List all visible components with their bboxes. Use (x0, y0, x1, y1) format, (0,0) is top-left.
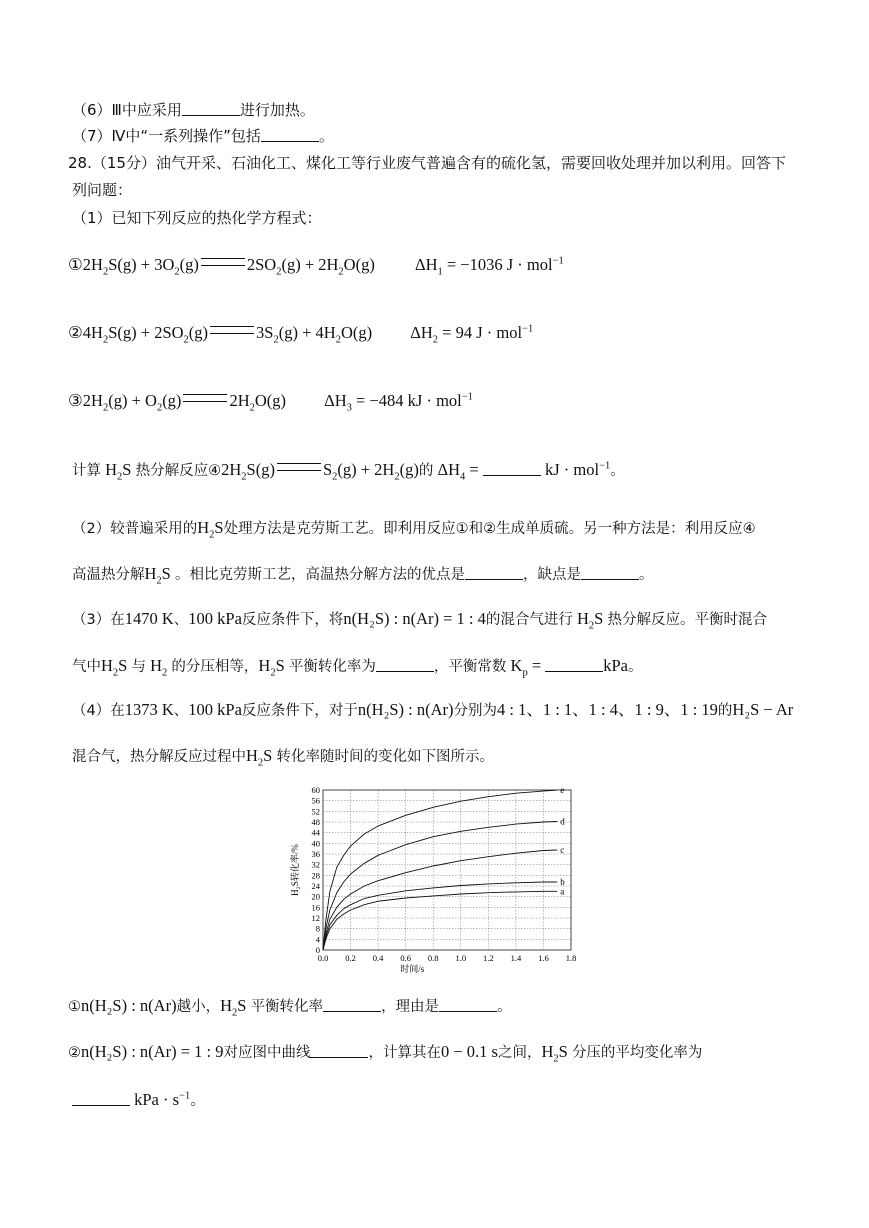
q28-intro-text1: 28.（15分）油气开采、石油化工、煤化工等行业废气普遍含有的硫化氢，需要回收处理并加以利用。回答下 (68, 154, 786, 172)
calc-dh4-line: 计算 $H_2S$ 热分解反应$④2H_2S(g) S_2(g) + 2H_2(g)$的 $\Delta H_4$ = kJ · mol$^{-1}$。 (72, 460, 625, 483)
q4-2-line: ②n(H₂S) : n(Ar) = 1 : 9对应图中曲线 ，计算其在0 − 0.1 s之间，$H_2S$ 分压的平均变化率为 (68, 1042, 703, 1065)
h2s-conversion-chart (288, 780, 588, 980)
series-label-e: e (560, 785, 565, 795)
eq3-number: ③ (68, 391, 83, 410)
q28-part1-intro (72, 208, 322, 228)
plot-frame (323, 790, 571, 950)
x-tick-label: 1.6 (538, 953, 549, 963)
trend-blank[interactable] (323, 997, 381, 1012)
equation-2: $②4H_2S(g) + 2SO_2(g) 3S_2(g) + 4H_2O(g) \Delta H_2 = 94$ J · mol$^{-1}$ (68, 323, 534, 346)
series-label-c: c (560, 845, 565, 855)
q6-prefix: （6）Ⅲ中应采用 (72, 101, 182, 119)
y-tick-label: 4 (315, 934, 320, 945)
part3-line2: 气中$H_2S$ 与 $H_2$ 的分压相等，$H_2S$ 平衡转化率为 ，平衡常数 $K_p$ = kPa。 (72, 656, 643, 679)
series-label-b: b (560, 877, 565, 887)
x-tick-label: 0.6 (400, 953, 411, 963)
conversion-blank[interactable] (376, 657, 434, 672)
part3-line1: （3）在1470 K、100 kPa反应条件下，将n(H₂S) : n(Ar) = 1 : 4的混合气进行 $H_2S$ 热分解反应。平衡时混合 (72, 609, 767, 632)
eq1-number: ① (68, 255, 83, 274)
y-tick-label: 60 (311, 785, 320, 795)
y-tick-label: 52 (311, 806, 320, 817)
q7-answer-blank[interactable] (261, 127, 319, 142)
x-tick-label: 0.4 (372, 953, 384, 963)
disadvantage-blank[interactable] (581, 565, 639, 580)
q28-intro-line2 (72, 180, 132, 200)
series-label-a: a (560, 886, 565, 897)
x-tick-label: 0.8 (427, 953, 439, 963)
series-line-a (323, 891, 557, 950)
chart-grid (323, 790, 571, 950)
eq3-enthalpy: $\Delta H_3 = -484$ kJ · mol$^{-1}$ (324, 391, 473, 414)
y-tick-label: 56 (311, 795, 320, 806)
x-axis-label: 时间/s (400, 964, 425, 974)
rate-blank[interactable] (72, 1091, 130, 1106)
part1-intro-text: （1）已知下列反应的热化学方程式： (72, 209, 322, 227)
x-tick-label: 0.2 (345, 953, 356, 963)
q6-line (72, 100, 315, 120)
curve-blank[interactable] (310, 1043, 368, 1058)
x-tick-label: 1.0 (455, 953, 467, 963)
x-tick-label: 1.4 (510, 953, 522, 963)
dh4-answer-blank[interactable] (483, 461, 541, 476)
y-tick-label: 16 (311, 902, 320, 913)
part2-line1: （2）较普遍采用的$H_2S$处理方法是克劳斯工艺。即利用反应①和②生成单质硫。另一种方法是：利用反应④ (72, 518, 756, 541)
q6-answer-blank[interactable] (182, 101, 240, 116)
y-tick-label: 40 (311, 838, 320, 849)
eq1-enthalpy: $\Delta H_1 = -1036$ J · mol$^{-1}$ (414, 255, 564, 278)
y-tick-label: 32 (311, 859, 320, 870)
equilibrium-sign (183, 394, 227, 402)
q7-suffix: 。 (318, 127, 334, 145)
reason-blank[interactable] (439, 997, 497, 1012)
part2-line2: 高温热分解$H_2S$ 。相比克劳斯工艺，高温热分解方法的优点是 ，缺点是 。 (72, 564, 654, 587)
part4-line2: 混合气，热分解反应过程中$H_2S$ 转化率随时间的变化如下图所示。 (72, 746, 494, 769)
y-axis-label: H₂S转化率/% (290, 844, 300, 896)
y-tick-label: 0 (315, 945, 320, 955)
q7-prefix: （7）Ⅳ中“一系列操作”包括 (72, 127, 261, 145)
equilibrium-sign (201, 258, 245, 266)
q4-2-line2: kPa · $s^{-1}$。 (72, 1090, 205, 1111)
x-tick-label: 1.8 (565, 953, 577, 963)
equilibrium-sign (210, 326, 254, 334)
series-line-c (323, 850, 557, 950)
q7-line (72, 126, 334, 146)
y-tick-label: 8 (315, 923, 320, 934)
chart-series (323, 785, 565, 950)
y-tick-label: 36 (311, 849, 320, 859)
y-tick-label: 44 (311, 827, 320, 838)
equation-3: $③2H_2(g) + O_2(g)$ $2H_2O(g) \Delta H_3 = -484$ kJ · mol$^{-1}$ (68, 391, 473, 414)
equation-1: $①2H_2S(g) + 3O_2(g) 2SO_2(g) + 2H_2O(g) \Delta H_1 = -1036$ J · mol$^{-1}$ (68, 255, 564, 278)
part4-line1: （4）在1373 K、100 kPa反应条件下，对于n(H₂S) : n(Ar)分别为4 : 1、1 : 1、1 : 4、1 : 9、1 : 19的H₂S − Ar (72, 700, 794, 719)
y-tick-label: 28 (311, 870, 320, 881)
y-tick-label: 48 (311, 817, 320, 827)
y-tick-label: 12 (311, 913, 320, 923)
advantage-blank[interactable] (465, 565, 523, 580)
x-tick-label: 1.2 (483, 953, 494, 963)
x-tick-label: 0.0 (317, 953, 329, 963)
eq2-enthalpy: $\Delta H_2 = 94$ J · mol$^{-1}$ (410, 323, 534, 346)
q6-suffix: 进行加热。 (239, 101, 315, 119)
q28-intro-line1 (68, 153, 786, 173)
q28-intro-text2: 列问题： (72, 181, 133, 199)
y-tick-label: 20 (311, 891, 320, 902)
series-label-d: d (560, 816, 565, 827)
kp-blank[interactable] (545, 657, 603, 672)
eq2-number: ② (68, 323, 83, 342)
series-line-e (323, 790, 557, 950)
y-tick-label: 24 (311, 881, 320, 891)
equilibrium-sign (277, 463, 321, 471)
q4-1-line: ①n(H₂S) : n(Ar)越小，$H_2S$ 平衡转化率 ，理由是 。 (68, 996, 512, 1019)
